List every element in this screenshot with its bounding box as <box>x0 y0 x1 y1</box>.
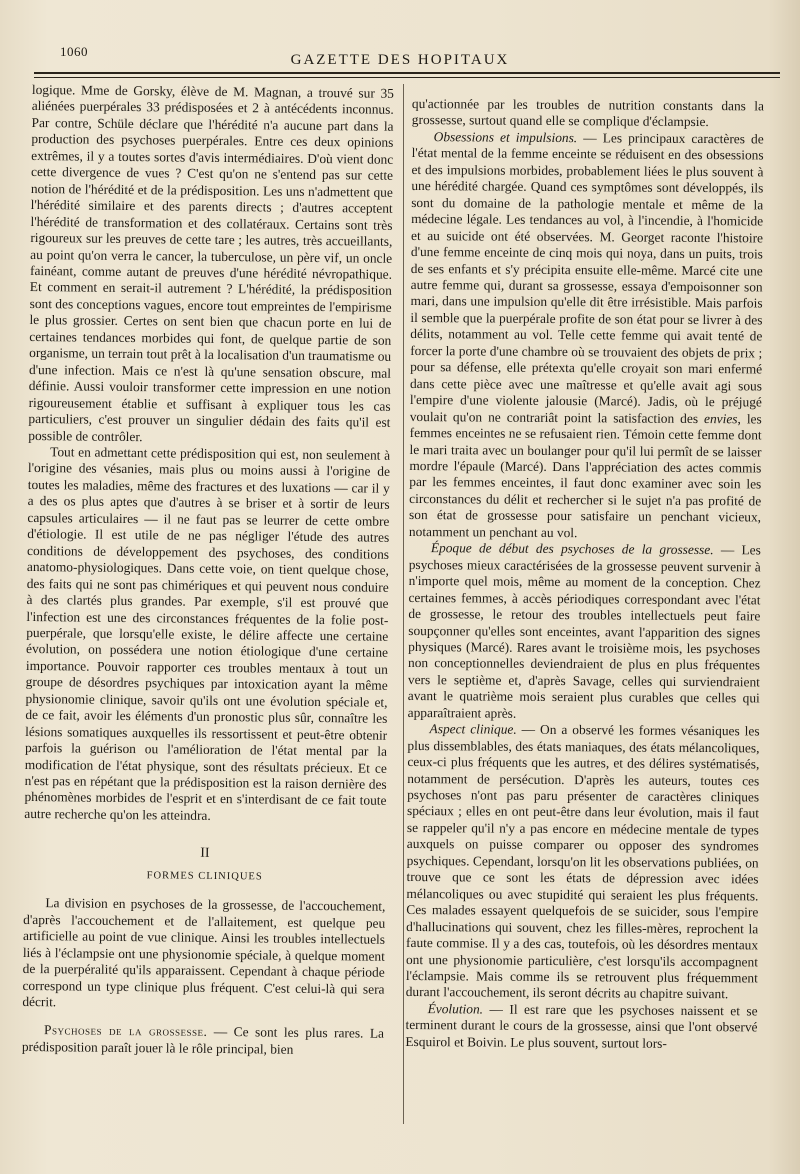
right-paragraph-5 <box>405 1001 757 1053</box>
run-in-heading: Évolution. <box>427 1001 484 1017</box>
right-column <box>405 96 764 1148</box>
left-column <box>21 82 394 1136</box>
paragraph-text: — Les principaux caractères de l'état mental de la femme enceinte se réduisent en des obsessions et des impulsions morbides, probablement liées le plus souvent à une hérédité chargée. Quand ces symptômes sont développés, ils sont du domaine de la pathologie mentale et même de la médecine légale. Les tendances au vol, à l'incendie, à l'homicide et au suicide ont été observées. M. Georget raconte l'histoire d'une femme enceinte de cinq mois qui noya, dans un puits, trois de ses enfants et s'y précipita ensuite elle-même. Marcé cite une autre femme qui, durant sa grossesse, essaya d'empoisonner son mari, dans une impulsion qu'elle dit être irrésistible. Mais parfois il semble que la puerpérale profite de son état pour se livrer à des délits, notamment au vol. Telle cette femme qui avait tenté de forcer la porte d'une chambre où se trouvaient des objets de prix ; pour sa défense, elle prétexta qu'elle croyait son mari enfermé dans cette pièce avec une maîtresse et qu'elle avait agi sous l'empire d'une violente jalousie (Marcé). Jadis, où le préjugé voulait qu'on ne contrariât point la satisfaction des <box>409 130 764 426</box>
header-rule-thick <box>34 72 780 74</box>
right-paragraph-2 <box>409 129 764 543</box>
emphasis-text: envies <box>704 410 738 426</box>
paragraph-text: — Ce sont les plus rares. La prédisposition paraît jouer là le rôle principal, bien <box>21 1024 385 1057</box>
column-divider <box>403 84 404 1124</box>
right-paragraph-3 <box>408 540 761 723</box>
run-in-heading: Obsessions et impulsions. <box>433 129 578 146</box>
left-paragraph-2: Tout en admettant cette prédisposition qui est, non seulement à l'origine des vésanies, mais plus ou moins aussi à l'origine de toutes les maladies, même des fractures et des luxations — car il y a des os plus aptes que d'autres à se briser et à sortir de leurs capsules articulaires — il ne faut pas se leurrer de cette ombre d'étiologie. Il est utile de ne pas négliger l'étude des autres conditions de développement des psychoses, des conditions anatomo-physiologiques. Dans cette voie, on tient quelque chose, des faits qui ne sont pas chimériques et qui peuvent nous conduire à des clartés plus grandes. Par exemple, s'il est prouvé que l'infection est une des circonstances fréquentes de la folie post-puerpérale, que lorsqu'elle existe, le délire affecte une certaine évolution, on possédera une notion étiologique d'une certaine importance. Pouvoir rapporter ces troubles mentaux à tout un groupe de désordres psychiques par intoxication ayant la même physionomie clinique, savoir qu'ils ont une évolution spéciale et, de ce fait, avoir les éléments d'un pronostic plus sûr, connaître les lésions somatiques auxquelles ils ressortissent et peut-être obtenir parfois la guérison ou l'amélioration de l'état mental par la modification de l'état physique, sont des résultats précieux. Et ce n'est pas en répétant que la prédisposition est la raison dernière des phénomènes morbides de l'esprit et en s'interdisant de ce fait toute autre recherche qu'on les atteindra. <box>24 444 391 823</box>
right-paragraph-1: qu'actionnée par les troubles de nutrition constants dans la grossesse, surtout quand elle se complique d'éclampsie. <box>411 96 764 130</box>
header-rule-thin <box>34 77 780 78</box>
paragraph-text: — Les psychoses mieux caractérisées de la grossesse peuvent survenir à n'importe quel mois, même au moment de la conception. Chez certaines femmes, à accès périodiques correspondant avec l'état de grossesse, le retour des troubles intellectuels peut faire soupçonner qu'elles sont enceintes, avant l'apparition des signes physiques (Marcé). Rares avant le troisième mois, les psychoses non conceptionnelles deviendraient de plus en plus fréquentes vers le septième et, d'après Savage, celles qui surviendraient avant le quatrième mois seraient plus curables que celles qui apparaîtraient après. <box>407 542 761 721</box>
page-number: 1060 <box>60 44 88 59</box>
left-paragraph-4 <box>22 1022 384 1059</box>
paragraph-text: — On a observé les formes vésaniques les plus dissemblables, des états maniaques, des états mélancoliques, ceux-ci plus fréquents que les autres, et des délires systématisés, notamment de persécution. D'après les auteurs, toutes ces psychoses n'ont pas paru présenter de caractères cliniques spéciaux ; elles en ont peut-être dans leur évolution, mais il faut se rappeler qu'il n'y a pas encore en médecine mentale de types auxquels on puisse comparer ou opposer des syndromes psychiques. Cependant, lorsqu'on lit les observations publiées, on trouve que ce sont les états de dépression avec idées mélancoliques ou avec stupidité qui seraient les plus fréquents. Ces malades essayent quelquefois de se suicider, sous l'empire d'hallucinations qui souvent, chez les filles-mères, reprochent la faute commise. Il y a des cas, toutefois, où les désordres mentaux ont une physionomie particulière, c'est lorsqu'ils accompagnent l'éclampsie. Mais comme ils se retrouvent plus fréquemment durant l'accouchement, ils seront décrits au chapitre suivant. <box>405 721 760 1002</box>
paragraph-text: , les femmes enceintes ne se refusaient rien. Témoin cette femme dont le mari traita avec un boulanger pour qu'il lui permît de se laisser mordre l'épaule (Marcé). Dans l'appréciation des actes commis par les femmes enceintes, il faut donc examiner avec soin les circonstances du délit et rechercher si le sujet n'a pas profité de son état de grossesse pour satisfaire un penchant vicieux, notamment un penchant au vol. <box>408 410 762 540</box>
paragraph-text: — Il est rare que les psychoses naissent et se terminent durant le cours de la grossesse, ainsi que l'ont observé Esquirol et Boivin. Le plus souvent, surtout lors- <box>405 1001 758 1051</box>
run-in-heading: Époque de début des psychoses de la grossesse. <box>430 540 714 558</box>
left-paragraph-1: logique. Mme de Gorsky, élève de M. Magnan, a trouvé sur 35 aliénées puerpérales 33 prédisposées et 2 à antécédents inconnus. Par contre, Schüle déclare que l'hérédité n'a aucune part dans la production des psychoses puerpérales. Entre ces deux opinions extrêmes, il y a toutes sortes d'avis intermédiaires. D'où vient donc cette divergence de vues ? C'est qu'on ne s'entend pas sur cette notion de l'hérédité et de la prédisposition. Les uns n'admettent que l'hérédité similaire et des parents directs ; d'autres acceptent l'hérédité de transformation et des collatéraux. Certains sont très rigoureux sur les preuves de cette tare ; les autres, très accueillants, au point qu'on verra le cancer, la tuberculose, un père vif, un oncle fainéant, comme autant de preuves d'une hérédité névropathique. Et comment en serait-il autrement ? L'hérédité, la prédisposition sont des conceptions vagues, encore tout empreintes de l'empirisme le plus grossier. Certes on sent bien que chacun porte en lui de certaines tendances morbides qui font, de quelque partie de son organisme, un terrain tout prêt à la localisation d'un traumatisme ou d'une infection. Mais ce n'est là qu'une sensation obscure, mal définie. Aussi vouloir transformer cette impression en une notion rigoureusement établie et suffisant à expliquer tous les cas particuliers, c'est prouver un singulier dédain des faits qu'il est possible de contrôler. <box>28 82 394 444</box>
right-paragraph-4 <box>406 721 760 1003</box>
journal-title: GAZETTE DES HOPITAUX <box>290 52 510 68</box>
left-paragraph-3: La division en psychoses de la grossesse, de l'accouchement, d'après l'accouchement et de l'allaitement, est quelque peu artificielle au point de vue clinique. Ainsi les troubles intellectuels liés à l'éclampsie ont une physionomie spéciale, à quelque moment de la puerpéralité qu'ils apparaissent. Cependant à chaque période correspond un type clinique plus fréquent. C'est celui-là qui sera décrit. <box>22 895 386 1010</box>
run-in-heading: Psychoses de la grossesse. <box>43 1022 208 1040</box>
section-title: FORMES CLINIQUES <box>146 870 263 883</box>
run-in-heading: Aspect clinique. <box>429 721 517 737</box>
section-number: II <box>200 846 210 862</box>
